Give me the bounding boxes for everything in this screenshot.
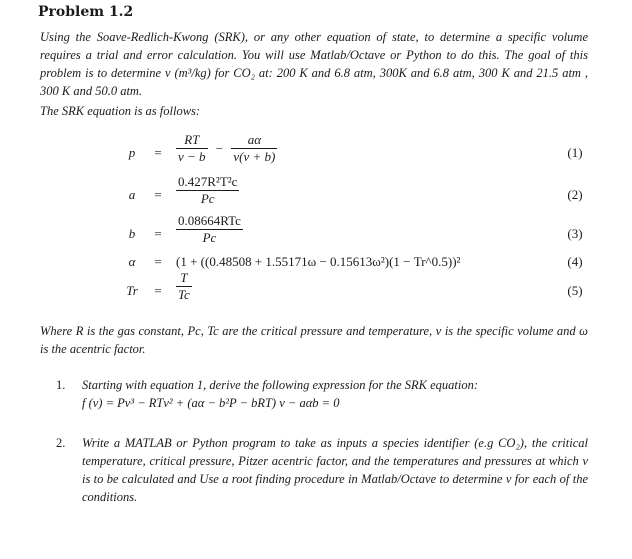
equation-5-lhs: Tr (126, 283, 138, 298)
equation-3-number: (3) (567, 226, 583, 241)
equation-3 (0, 213, 632, 253)
equation-1-lhs: p (128, 145, 136, 160)
fraction-denominator: Tc (178, 287, 190, 302)
fraction-reduced-temperature (176, 270, 192, 303)
equation-2-number: (2) (567, 187, 583, 202)
srk-lead-sentence: The SRK equation is as follows: (40, 104, 201, 118)
equation-4-equals: = (154, 254, 162, 269)
list-item-text: Write a MATLAB or Python program to take as inputs a species identifier (e.g CO₂), the critical temperature, critical pressure, Pitzer acentric factor, and the temperatures and pressures at which v is to be calculated and Use a root finding procedure in Matlab/Octave to determine v for each of the conditions. (82, 436, 588, 504)
list-item-marker: 2. (56, 436, 66, 450)
equation-1-number: (1) (567, 145, 583, 160)
equation-5 (0, 270, 632, 310)
variable-definitions: Where R is the gas constant, Pc, Tc are the critical pressure and temperature, v is the specific volume and ω is the acentric factor. (40, 324, 588, 356)
equation-2-lhs: a (128, 187, 136, 202)
fraction-a-definition (176, 174, 239, 207)
equation-5-number: (5) (567, 283, 583, 298)
srk-cubic-formula: f (v) = Pv³ − RTv² + (aα − b²P − bRT) v − aαb = 0 (82, 396, 340, 410)
equation-2-equals: = (154, 187, 162, 202)
equation-2 (0, 174, 632, 214)
fraction-b-definition (176, 213, 243, 246)
fraction-a-alpha-over-v-v-plus-b (231, 132, 277, 165)
equation-1-rhs (176, 132, 277, 165)
equation-5-equals: = (154, 283, 162, 298)
equation-2-rhs (176, 174, 239, 207)
fraction-numerator: T (180, 270, 188, 285)
fraction-denominator: Pc (176, 229, 243, 246)
problem-title: Problem 1.2 (38, 4, 134, 20)
problem-statement: Using the Soave-Redlich-Kwong (SRK), or any other equation of state, to determine a specific volume requires a trial and error calculation. You will use Matlab/Octave or Python to do this. The goal of this problem is to determine v (m³/kg) for CO₂ at: 200 K and 6.8 atm, 300K and 6.8 atm, 300 K and 21.5 atm , 300 K and 50.0 atm. (40, 30, 588, 98)
minus-operator: − (215, 140, 224, 156)
equation-5-rhs (176, 270, 192, 303)
fraction-denominator: Pc (176, 190, 239, 207)
equation-4-lhs: α (128, 254, 136, 269)
equation-4-rhs: (1 + ((0.48508 + 1.55171ω − 0.15613ω²)(1 − Tr^0.5))² (176, 254, 461, 269)
fraction-numerator: 0.08664RTc (178, 213, 241, 228)
fraction-numerator: 0.427R²T²c (178, 174, 238, 189)
equation-1-equals: = (154, 145, 162, 160)
equation-1 (0, 132, 632, 172)
equation-4-number: (4) (567, 254, 583, 269)
fraction-rt-over-v-minus-b (176, 132, 208, 165)
equation-3-lhs: b (128, 226, 136, 241)
equation-3-rhs (176, 213, 243, 246)
fraction-denominator: v(v + b) (233, 149, 276, 164)
fraction-numerator: RT (184, 132, 200, 147)
fraction-denominator: v − b (178, 149, 206, 164)
fraction-numerator: aα (247, 132, 262, 147)
list-item-text: Starting with equation 1, derive the following expression for the SRK equation: (82, 378, 479, 392)
list-item-marker: 1. (56, 378, 66, 392)
equation-3-equals: = (154, 226, 162, 241)
